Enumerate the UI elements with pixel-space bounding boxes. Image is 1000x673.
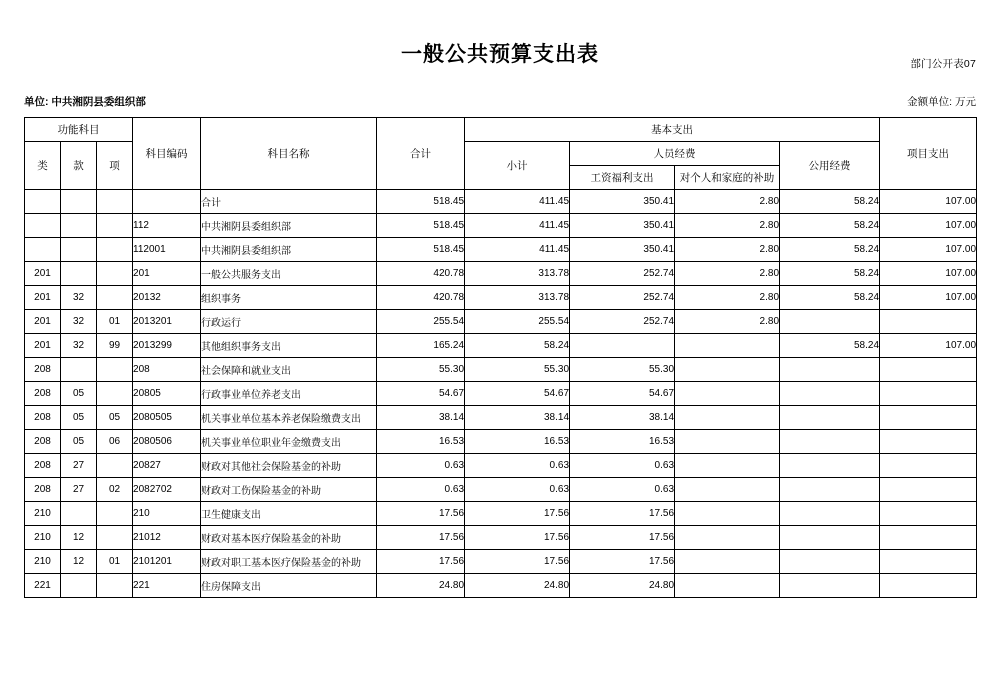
cell-lei: 201 bbox=[25, 310, 61, 334]
cell-subtotal: 17.56 bbox=[465, 550, 570, 574]
table-row bbox=[25, 574, 977, 598]
cell-kuan: 32 bbox=[61, 310, 97, 334]
amount-unit-label: 金额单位: 万元 bbox=[907, 96, 976, 108]
cell-public-funds: 58.24 bbox=[780, 262, 880, 286]
cell-project-expenditure bbox=[880, 502, 977, 526]
cell-public-funds: 58.24 bbox=[780, 214, 880, 238]
cell-lei: 221 bbox=[25, 574, 61, 598]
cell-public-funds bbox=[780, 574, 880, 598]
cell-xiang: 01 bbox=[97, 550, 133, 574]
table-row bbox=[25, 190, 977, 214]
cell-lei: 210 bbox=[25, 502, 61, 526]
cell-total: 54.67 bbox=[377, 382, 465, 406]
cell-subtotal: 255.54 bbox=[465, 310, 570, 334]
form-number-label: 部门公开表07 bbox=[910, 58, 976, 70]
cell-subtotal: 17.56 bbox=[465, 502, 570, 526]
header-function-subject: 功能科目 bbox=[25, 118, 133, 142]
cell-public-funds bbox=[780, 526, 880, 550]
cell-xiang: 01 bbox=[97, 310, 133, 334]
cell-lei: 208 bbox=[25, 358, 61, 382]
cell-kuan bbox=[61, 262, 97, 286]
cell-salary-welfare: 17.56 bbox=[570, 502, 675, 526]
cell-salary-welfare: 24.80 bbox=[570, 574, 675, 598]
cell-kuan: 27 bbox=[61, 478, 97, 502]
cell-xiang bbox=[97, 526, 133, 550]
cell-total: 518.45 bbox=[377, 214, 465, 238]
header-project-expenditure: 项目支出 bbox=[880, 118, 977, 190]
cell-lei: 208 bbox=[25, 406, 61, 430]
cell-individual-family-subsidy bbox=[675, 526, 780, 550]
cell-public-funds bbox=[780, 406, 880, 430]
cell-lei bbox=[25, 238, 61, 262]
cell-lei: 208 bbox=[25, 478, 61, 502]
cell-subtotal: 55.30 bbox=[465, 358, 570, 382]
cell-subject-code: 201 bbox=[133, 262, 201, 286]
cell-project-expenditure bbox=[880, 574, 977, 598]
cell-subtotal: 58.24 bbox=[465, 334, 570, 358]
cell-subject-name: 机关事业单位基本养老保险缴费支出 bbox=[201, 406, 377, 430]
cell-subject-name: 行政事业单位养老支出 bbox=[201, 382, 377, 406]
cell-subject-name: 机关事业单位职业年金缴费支出 bbox=[201, 430, 377, 454]
cell-xiang: 99 bbox=[97, 334, 133, 358]
cell-subject-name: 卫生健康支出 bbox=[201, 502, 377, 526]
cell-kuan bbox=[61, 214, 97, 238]
header-subject-code: 科目编码 bbox=[133, 118, 201, 190]
cell-subtotal: 0.63 bbox=[465, 478, 570, 502]
table-row bbox=[25, 550, 977, 574]
cell-subject-code: 20827 bbox=[133, 454, 201, 478]
cell-salary-welfare: 0.63 bbox=[570, 454, 675, 478]
table-row bbox=[25, 334, 977, 358]
header-row-1 bbox=[25, 118, 977, 142]
table-row bbox=[25, 406, 977, 430]
cell-individual-family-subsidy bbox=[675, 334, 780, 358]
cell-individual-family-subsidy: 2.80 bbox=[675, 238, 780, 262]
cell-public-funds: 58.24 bbox=[780, 190, 880, 214]
cell-individual-family-subsidy bbox=[675, 574, 780, 598]
table-row bbox=[25, 286, 977, 310]
table-row bbox=[25, 262, 977, 286]
cell-project-expenditure: 107.00 bbox=[880, 334, 977, 358]
cell-subject-name: 中共湘阴县委组织部 bbox=[201, 238, 377, 262]
table-row bbox=[25, 526, 977, 550]
cell-kuan: 32 bbox=[61, 286, 97, 310]
cell-project-expenditure bbox=[880, 358, 977, 382]
cell-xiang bbox=[97, 286, 133, 310]
cell-public-funds bbox=[780, 358, 880, 382]
header-personnel-funds: 人员经费 bbox=[570, 142, 780, 166]
cell-subtotal: 24.80 bbox=[465, 574, 570, 598]
header-total: 合计 bbox=[377, 118, 465, 190]
cell-total: 17.56 bbox=[377, 502, 465, 526]
cell-individual-family-subsidy bbox=[675, 454, 780, 478]
cell-project-expenditure bbox=[880, 310, 977, 334]
cell-total: 17.56 bbox=[377, 550, 465, 574]
cell-subject-code: 2013299 bbox=[133, 334, 201, 358]
cell-subject-name: 社会保障和就业支出 bbox=[201, 358, 377, 382]
cell-subject-code: 2082702 bbox=[133, 478, 201, 502]
cell-total: 38.14 bbox=[377, 406, 465, 430]
cell-kuan: 27 bbox=[61, 454, 97, 478]
cell-subject-name: 组织事务 bbox=[201, 286, 377, 310]
cell-public-funds bbox=[780, 310, 880, 334]
header-salary-welfare: 工资福利支出 bbox=[570, 166, 675, 190]
cell-total: 420.78 bbox=[377, 262, 465, 286]
cell-kuan: 32 bbox=[61, 334, 97, 358]
cell-individual-family-subsidy bbox=[675, 550, 780, 574]
cell-individual-family-subsidy: 2.80 bbox=[675, 310, 780, 334]
cell-public-funds bbox=[780, 382, 880, 406]
cell-xiang: 06 bbox=[97, 430, 133, 454]
cell-salary-welfare: 350.41 bbox=[570, 238, 675, 262]
cell-xiang bbox=[97, 382, 133, 406]
cell-project-expenditure bbox=[880, 406, 977, 430]
cell-subtotal: 0.63 bbox=[465, 454, 570, 478]
cell-lei: 210 bbox=[25, 526, 61, 550]
cell-xiang bbox=[97, 262, 133, 286]
table-row bbox=[25, 430, 977, 454]
cell-salary-welfare: 17.56 bbox=[570, 550, 675, 574]
table-row bbox=[25, 358, 977, 382]
cell-lei: 210 bbox=[25, 550, 61, 574]
cell-kuan bbox=[61, 502, 97, 526]
cell-public-funds: 58.24 bbox=[780, 238, 880, 262]
header-individual-family-subsidy: 对个人和家庭的补助 bbox=[675, 166, 780, 190]
cell-lei: 208 bbox=[25, 454, 61, 478]
cell-salary-welfare: 0.63 bbox=[570, 478, 675, 502]
cell-salary-welfare: 16.53 bbox=[570, 430, 675, 454]
cell-subtotal: 411.45 bbox=[465, 190, 570, 214]
cell-xiang: 02 bbox=[97, 478, 133, 502]
cell-subject-name: 财政对工伤保险基金的补助 bbox=[201, 478, 377, 502]
table-row bbox=[25, 502, 977, 526]
document-page bbox=[0, 38, 1000, 673]
cell-subject-name: 一般公共服务支出 bbox=[201, 262, 377, 286]
header-lei: 类 bbox=[25, 142, 61, 190]
cell-total: 518.45 bbox=[377, 190, 465, 214]
cell-project-expenditure bbox=[880, 430, 977, 454]
cell-kuan bbox=[61, 190, 97, 214]
cell-individual-family-subsidy: 2.80 bbox=[675, 214, 780, 238]
cell-individual-family-subsidy: 2.80 bbox=[675, 262, 780, 286]
cell-xiang bbox=[97, 214, 133, 238]
cell-individual-family-subsidy bbox=[675, 358, 780, 382]
cell-subject-code: 2101201 bbox=[133, 550, 201, 574]
cell-total: 0.63 bbox=[377, 478, 465, 502]
cell-total: 17.56 bbox=[377, 526, 465, 550]
header-subject-name: 科目名称 bbox=[201, 118, 377, 190]
cell-kuan: 05 bbox=[61, 406, 97, 430]
cell-kuan: 12 bbox=[61, 526, 97, 550]
cell-subject-code: 112001 bbox=[133, 238, 201, 262]
cell-subject-code: 20132 bbox=[133, 286, 201, 310]
cell-subject-name: 住房保障支出 bbox=[201, 574, 377, 598]
cell-public-funds bbox=[780, 454, 880, 478]
cell-kuan: 05 bbox=[61, 430, 97, 454]
cell-subject-name: 其他组织事务支出 bbox=[201, 334, 377, 358]
header-public-funds: 公用经费 bbox=[780, 142, 880, 190]
cell-total: 518.45 bbox=[377, 238, 465, 262]
cell-subject-code: 21012 bbox=[133, 526, 201, 550]
cell-project-expenditure bbox=[880, 550, 977, 574]
cell-kuan bbox=[61, 238, 97, 262]
table-row bbox=[25, 382, 977, 406]
cell-total: 0.63 bbox=[377, 454, 465, 478]
cell-individual-family-subsidy bbox=[675, 406, 780, 430]
table-row bbox=[25, 478, 977, 502]
cell-project-expenditure: 107.00 bbox=[880, 238, 977, 262]
cell-project-expenditure: 107.00 bbox=[880, 262, 977, 286]
cell-total: 55.30 bbox=[377, 358, 465, 382]
cell-public-funds: 58.24 bbox=[780, 334, 880, 358]
cell-lei: 208 bbox=[25, 430, 61, 454]
cell-xiang: 05 bbox=[97, 406, 133, 430]
cell-lei: 201 bbox=[25, 262, 61, 286]
cell-salary-welfare: 17.56 bbox=[570, 526, 675, 550]
cell-individual-family-subsidy: 2.80 bbox=[675, 190, 780, 214]
cell-subject-code: 2013201 bbox=[133, 310, 201, 334]
cell-subject-name: 中共湘阴县委组织部 bbox=[201, 214, 377, 238]
table-header bbox=[25, 118, 977, 190]
cell-public-funds bbox=[780, 430, 880, 454]
cell-subject-code: 210 bbox=[133, 502, 201, 526]
cell-subtotal: 411.45 bbox=[465, 238, 570, 262]
cell-total: 420.78 bbox=[377, 286, 465, 310]
table-row bbox=[25, 238, 977, 262]
cell-salary-welfare: 252.74 bbox=[570, 286, 675, 310]
cell-kuan bbox=[61, 574, 97, 598]
cell-subject-code bbox=[133, 190, 201, 214]
cell-project-expenditure bbox=[880, 526, 977, 550]
cell-xiang bbox=[97, 502, 133, 526]
header-kuan: 款 bbox=[61, 142, 97, 190]
cell-subtotal: 16.53 bbox=[465, 430, 570, 454]
header-xiang: 项 bbox=[97, 142, 133, 190]
table-body bbox=[25, 190, 977, 598]
cell-xiang bbox=[97, 358, 133, 382]
cell-salary-welfare: 252.74 bbox=[570, 262, 675, 286]
cell-lei: 201 bbox=[25, 334, 61, 358]
cell-subtotal: 313.78 bbox=[465, 286, 570, 310]
cell-subject-code: 112 bbox=[133, 214, 201, 238]
cell-subject-name: 财政对其他社会保险基金的补助 bbox=[201, 454, 377, 478]
cell-subject-name: 行政运行 bbox=[201, 310, 377, 334]
cell-public-funds bbox=[780, 550, 880, 574]
cell-subtotal: 17.56 bbox=[465, 526, 570, 550]
table-row bbox=[25, 214, 977, 238]
cell-lei bbox=[25, 214, 61, 238]
cell-salary-welfare: 55.30 bbox=[570, 358, 675, 382]
cell-individual-family-subsidy: 2.80 bbox=[675, 286, 780, 310]
cell-salary-welfare: 350.41 bbox=[570, 214, 675, 238]
cell-xiang bbox=[97, 238, 133, 262]
unit-label: 单位: 中共湘阴县委组织部 bbox=[24, 96, 146, 108]
cell-subject-code: 2080506 bbox=[133, 430, 201, 454]
cell-lei bbox=[25, 190, 61, 214]
cell-subject-code: 2080505 bbox=[133, 406, 201, 430]
cell-subtotal: 313.78 bbox=[465, 262, 570, 286]
cell-public-funds bbox=[780, 478, 880, 502]
budget-expenditure-table bbox=[24, 117, 977, 598]
cell-individual-family-subsidy bbox=[675, 382, 780, 406]
cell-public-funds bbox=[780, 502, 880, 526]
cell-project-expenditure: 107.00 bbox=[880, 286, 977, 310]
page-title: 一般公共预算支出表 bbox=[401, 43, 599, 66]
cell-kuan bbox=[61, 358, 97, 382]
cell-subtotal: 38.14 bbox=[465, 406, 570, 430]
cell-subtotal: 54.67 bbox=[465, 382, 570, 406]
cell-public-funds: 58.24 bbox=[780, 286, 880, 310]
cell-individual-family-subsidy bbox=[675, 502, 780, 526]
cell-subject-code: 20805 bbox=[133, 382, 201, 406]
cell-total: 16.53 bbox=[377, 430, 465, 454]
cell-kuan: 12 bbox=[61, 550, 97, 574]
header-basic-expenditure: 基本支出 bbox=[465, 118, 880, 142]
cell-total: 165.24 bbox=[377, 334, 465, 358]
cell-subject-name: 合计 bbox=[201, 190, 377, 214]
cell-total: 255.54 bbox=[377, 310, 465, 334]
table-row bbox=[25, 310, 977, 334]
cell-xiang bbox=[97, 454, 133, 478]
cell-xiang bbox=[97, 190, 133, 214]
cell-salary-welfare: 252.74 bbox=[570, 310, 675, 334]
table-row bbox=[25, 454, 977, 478]
cell-project-expenditure: 107.00 bbox=[880, 214, 977, 238]
cell-project-expenditure: 107.00 bbox=[880, 190, 977, 214]
cell-project-expenditure bbox=[880, 382, 977, 406]
cell-individual-family-subsidy bbox=[675, 430, 780, 454]
cell-total: 24.80 bbox=[377, 574, 465, 598]
cell-project-expenditure bbox=[880, 478, 977, 502]
cell-salary-welfare: 54.67 bbox=[570, 382, 675, 406]
cell-salary-welfare: 38.14 bbox=[570, 406, 675, 430]
cell-subject-code: 221 bbox=[133, 574, 201, 598]
cell-subject-name: 财政对职工基本医疗保险基金的补助 bbox=[201, 550, 377, 574]
header-subtotal: 小计 bbox=[465, 142, 570, 190]
cell-salary-welfare: 350.41 bbox=[570, 190, 675, 214]
cell-subject-code: 208 bbox=[133, 358, 201, 382]
cell-project-expenditure bbox=[880, 454, 977, 478]
cell-lei: 208 bbox=[25, 382, 61, 406]
cell-subject-name: 财政对基本医疗保险基金的补助 bbox=[201, 526, 377, 550]
meta-row bbox=[24, 94, 976, 109]
cell-kuan: 05 bbox=[61, 382, 97, 406]
cell-xiang bbox=[97, 574, 133, 598]
cell-individual-family-subsidy bbox=[675, 478, 780, 502]
cell-salary-welfare bbox=[570, 334, 675, 358]
cell-subtotal: 411.45 bbox=[465, 214, 570, 238]
cell-lei: 201 bbox=[25, 286, 61, 310]
